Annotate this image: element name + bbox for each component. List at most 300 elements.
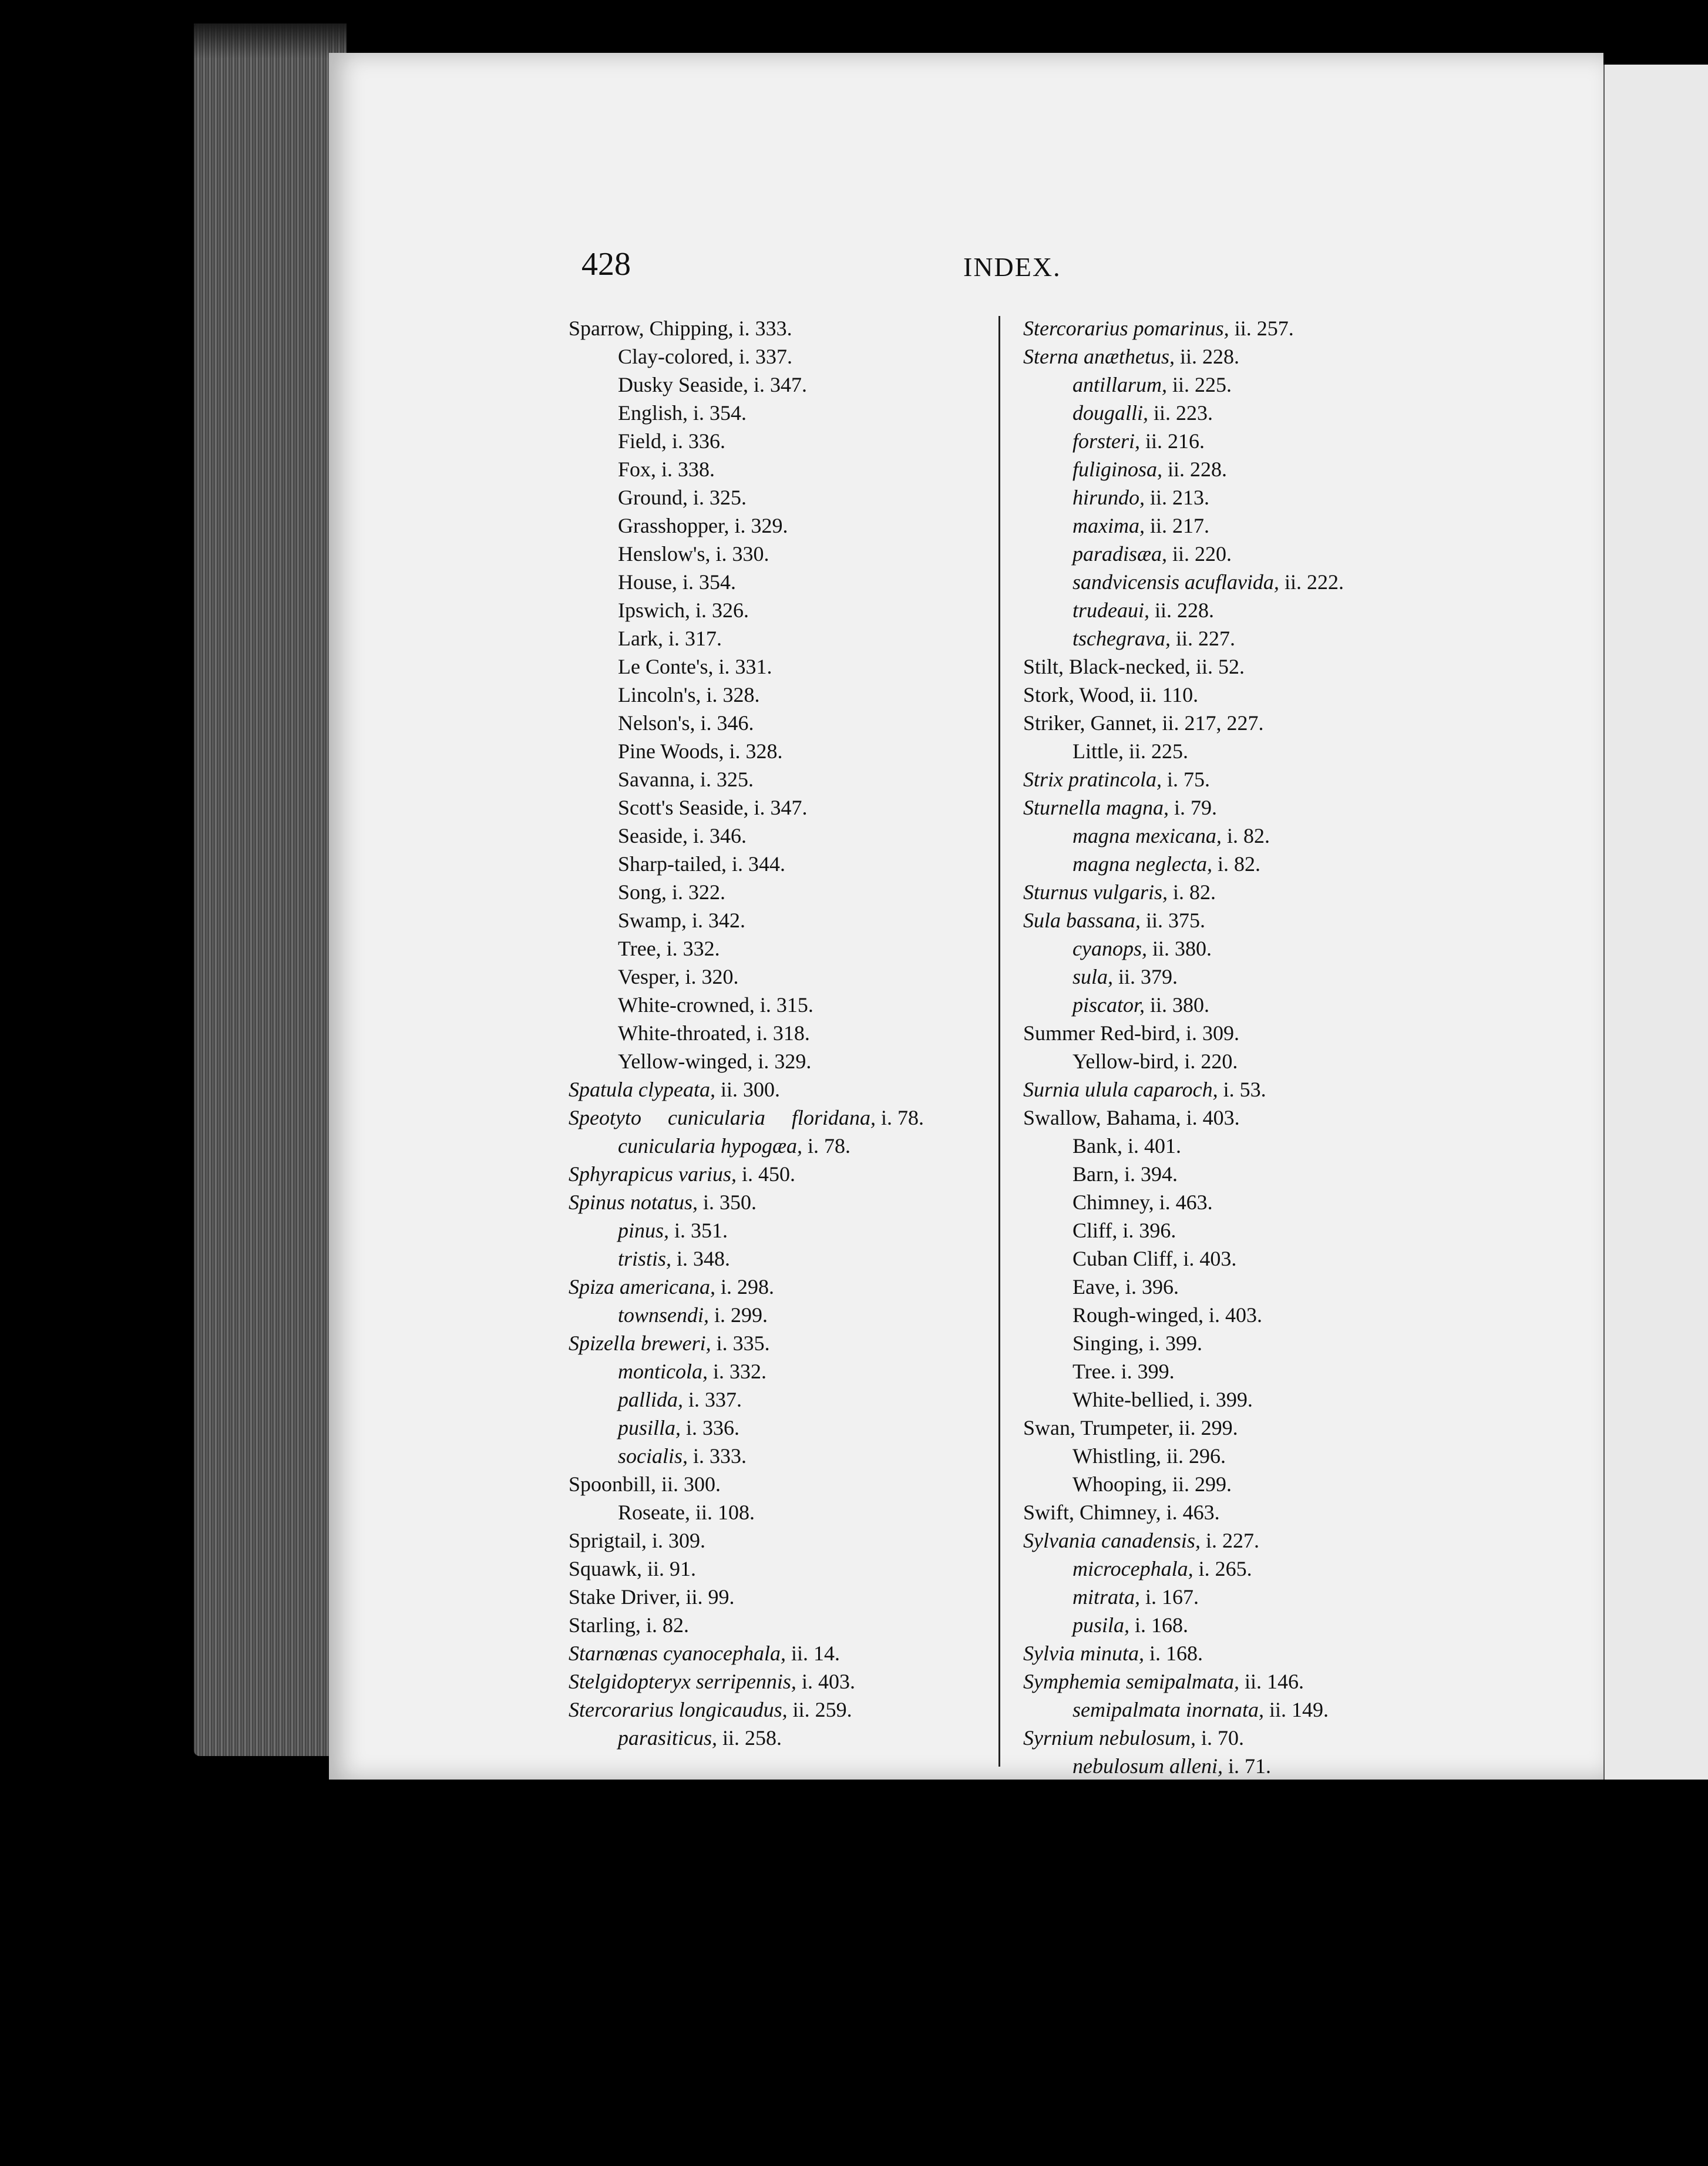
index-entry (569, 1639, 1015, 1667)
index-entry (569, 991, 1015, 1019)
index-term: Yellow-winged, (618, 1050, 753, 1073)
index-page-ref: i. 71. (1228, 1754, 1271, 1778)
index-term: Bank, (1072, 1134, 1122, 1158)
index-page-ref: ii. 108. (695, 1501, 755, 1524)
index-entry (569, 427, 1015, 455)
index-term: House, (618, 570, 677, 594)
index-term: Stilt, Black-necked, (1023, 655, 1191, 678)
index-entry (1023, 568, 1470, 596)
index-entry (569, 1667, 1015, 1696)
index-entry (569, 624, 1015, 653)
index-page-ref: ii. 258. (722, 1726, 782, 1750)
index-page-ref: i. 322. (672, 880, 726, 904)
index-entry (1023, 1696, 1470, 1724)
index-entry (569, 568, 1015, 596)
index-page-ref: i. 332. (712, 1360, 766, 1383)
index-entry (569, 455, 1015, 483)
index-term: Stercorarius pomarinus, (1023, 317, 1229, 340)
index-page-ref: i. 332. (666, 937, 720, 960)
index-term: socialis, (618, 1444, 688, 1468)
index-entry (1023, 1498, 1470, 1526)
index-term: Swallow, Bahama, (1023, 1106, 1181, 1129)
index-page-ref: i. 335. (716, 1331, 770, 1355)
index-term: tschegrava, (1072, 627, 1171, 650)
index-term: paradisæa, (1072, 542, 1168, 566)
index-term: Spatula clypeata, (569, 1078, 715, 1101)
index-term: cunicularia hypogæa, (618, 1134, 802, 1158)
index-page-ref: i. 350. (703, 1190, 757, 1214)
index-term: Sylvania canadensis, (1023, 1529, 1201, 1552)
index-entry (1023, 596, 1470, 624)
index-term: Whooping, (1072, 1472, 1167, 1496)
index-term: Spizella breweri, (569, 1331, 711, 1355)
index-term: antillarum, (1072, 373, 1168, 396)
index-entry (569, 314, 1015, 342)
index-term: Scott's Seaside, (618, 796, 749, 819)
index-entry (1023, 1357, 1470, 1385)
index-entry (569, 878, 1015, 906)
index-term: Starnœnas cyanocephala, (569, 1642, 786, 1665)
index-page-ref: i. 75. (1167, 768, 1211, 791)
index-page-ref: i. 346. (700, 711, 754, 735)
index-term: Sterna anæthetus, (1023, 345, 1175, 368)
index-entry (569, 371, 1015, 399)
index-page-ref: i. 347. (754, 796, 808, 819)
index-entry (569, 1019, 1015, 1047)
index-entry (1023, 1132, 1470, 1160)
index-entry (569, 540, 1015, 568)
index-term: English, (618, 401, 688, 425)
index-entry (1023, 1667, 1470, 1696)
index-page-ref: i. 330. (715, 542, 769, 566)
index-term: fuliginosa, (1072, 458, 1163, 481)
index-term: Stork, Wood, (1023, 683, 1135, 707)
index-page-ref: i. 338. (661, 458, 715, 481)
index-entry (569, 1696, 1015, 1724)
index-term: Whistling, (1072, 1444, 1161, 1468)
index-entry (569, 963, 1015, 991)
index-term: Chimney, (1072, 1190, 1154, 1214)
index-term: Sprigtail, (569, 1529, 647, 1552)
index-term: White-bellied, (1072, 1388, 1194, 1411)
index-term: Roseate, (618, 1501, 690, 1524)
index-page-ref: ii. 228. (1180, 345, 1240, 368)
index-term: Sharp-tailed, (618, 852, 727, 876)
index-term: Henslow's, (618, 542, 711, 566)
index-page-ref: i. 325. (693, 486, 747, 509)
index-entry (1023, 455, 1470, 483)
index-entry (569, 1498, 1015, 1526)
index-page-ref: i. 326. (695, 598, 749, 622)
index-page-ref: i. 396. (1125, 1275, 1179, 1299)
index-entry (569, 653, 1015, 681)
index-entry (569, 709, 1015, 737)
index-page-ref: ii. 222. (1284, 570, 1344, 594)
index-term: Ground, (618, 486, 688, 509)
index-page-ref: ii. 52. (1195, 655, 1245, 678)
index-page-ref: i. 309. (1185, 1021, 1239, 1045)
index-term: Savanna, (618, 768, 695, 791)
index-page-ref: i. 318. (756, 1021, 810, 1045)
index-entry (569, 1301, 1015, 1329)
index-page-ref: i. 325. (700, 768, 754, 791)
index-entry (1023, 1583, 1470, 1611)
index-term: Barn, (1072, 1162, 1119, 1186)
index-entry (569, 399, 1015, 427)
index-page-ref: i. 337. (688, 1388, 742, 1411)
index-page-ref: i. 82. (1217, 852, 1260, 876)
index-term: Field, (618, 429, 667, 453)
index-entry (569, 1075, 1015, 1104)
index-term: sandvicensis acuflavida, (1072, 570, 1279, 594)
index-entry (1023, 1414, 1470, 1442)
index-term: pallida, (618, 1388, 684, 1411)
index-term: Stercorarius longicaudus, (569, 1698, 788, 1721)
index-entry (1023, 483, 1470, 512)
index-page-ref: i. 399. (1121, 1360, 1175, 1383)
index-term: Nelson's, (618, 711, 695, 735)
index-entry (1023, 1216, 1470, 1245)
index-entry (569, 1583, 1015, 1611)
index-term: Eave, (1072, 1275, 1120, 1299)
index-page-ref: i. 329. (758, 1050, 812, 1073)
page-number: 428 (581, 246, 631, 282)
index-page-ref: i. 346. (692, 824, 747, 847)
index-term: Spiza americana, (569, 1275, 715, 1299)
index-page-ref: i. 394. (1124, 1162, 1178, 1186)
index-entry (569, 681, 1015, 709)
index-page-ref: ii. 228. (1168, 458, 1228, 481)
index-page-ref: i. 265. (1198, 1557, 1252, 1580)
index-entry (1023, 1301, 1470, 1329)
index-page-ref: i. 299. (714, 1303, 768, 1327)
index-entry (569, 1611, 1015, 1639)
index-entry (1023, 1526, 1470, 1555)
index-term: Stelgidopteryx serripennis, (569, 1670, 796, 1693)
index-term: Striker, Gannet, (1023, 711, 1157, 735)
index-term: Vesper, (618, 965, 680, 988)
index-term: Fox, (618, 458, 657, 481)
index-page-ref: i. 78. (880, 1106, 924, 1129)
index-entry (569, 850, 1015, 878)
index-page-ref: i. 328. (706, 683, 760, 707)
index-entry (1023, 1188, 1470, 1216)
index-entry (569, 1273, 1015, 1301)
index-page-ref: i. 70. (1201, 1726, 1244, 1750)
index-term: Grasshopper, (618, 514, 729, 537)
index-term: White-throated, (618, 1021, 751, 1045)
index-entry (1023, 314, 1470, 342)
index-term: forsteri, (1072, 429, 1141, 453)
book-edge-shadow (194, 23, 347, 59)
index-entry (1023, 1639, 1470, 1667)
index-term: monticola, (618, 1360, 708, 1383)
index-page-ref: ii. 99. (685, 1585, 735, 1609)
index-entry (569, 1329, 1015, 1357)
index-page-ref: i. 354. (682, 570, 737, 594)
index-page-ref: i. 227. (1205, 1529, 1259, 1552)
index-entry (1023, 1470, 1470, 1498)
index-page-ref: i. 337. (738, 345, 792, 368)
index-entry (569, 1526, 1015, 1555)
index-page-ref: ii. 220. (1172, 542, 1232, 566)
index-term: Starling, (569, 1613, 641, 1637)
index-entry (1023, 1019, 1470, 1047)
index-term: semipalmata inornata, (1072, 1698, 1265, 1721)
index-term: Seaside, (618, 824, 688, 847)
index-term: Swift, Chimney, (1023, 1501, 1161, 1524)
index-page-ref: i. 315. (759, 993, 813, 1017)
index-page-ref: i. 399. (1199, 1388, 1253, 1411)
index-term: Pine Woods, (618, 739, 724, 763)
index-entry (1023, 342, 1470, 371)
index-entry (1023, 1047, 1470, 1075)
index-term: Strix pratincola, (1023, 768, 1162, 791)
index-term: Singing, (1072, 1331, 1144, 1355)
index-entry (569, 906, 1015, 934)
index-page-ref: ii. 225. (1128, 739, 1188, 763)
index-entry (1023, 1104, 1470, 1132)
index-page-ref: i. 320. (685, 965, 739, 988)
index-column-right (1023, 314, 1470, 1780)
index-term: parasiticus, (618, 1726, 718, 1750)
index-entry (569, 1724, 1015, 1752)
index-term: Cliff, (1072, 1219, 1118, 1242)
index-page-ref: i. 344. (731, 852, 785, 876)
index-term: Cuban Cliff, (1072, 1247, 1178, 1270)
index-page-ref: ii. 380. (1152, 937, 1212, 960)
index-term: pusila, (1072, 1613, 1130, 1637)
index-entry (1023, 793, 1470, 822)
index-term: Syrnium nebulosum, (1023, 1726, 1196, 1750)
index-page-ref: ii. 223. (1154, 401, 1213, 425)
index-term: Yellow-bird, (1072, 1050, 1179, 1073)
index-entry (1023, 427, 1470, 455)
index-term: Symphemia semipalmata, (1023, 1670, 1239, 1693)
index-term: magna mexicana, (1072, 824, 1222, 847)
index-page-ref: ii. 146. (1244, 1670, 1304, 1693)
index-entry (569, 1188, 1015, 1216)
index-term: nebulosum alleni, (1072, 1754, 1223, 1778)
index-term: Sphyrapicus varius, (569, 1162, 737, 1186)
index-page-ref: i. 354. (693, 401, 747, 425)
facing-page-edge (1598, 65, 1708, 1780)
index-term: White-crowned, (618, 993, 755, 1017)
index-entry (569, 737, 1015, 765)
index-term: Swan, Trumpeter, (1023, 1416, 1174, 1439)
index-entry (569, 1442, 1015, 1470)
index-page-ref: i. 82. (646, 1613, 690, 1637)
index-term: townsendi, (618, 1303, 710, 1327)
index-term: Surnia ulula caparoch, (1023, 1078, 1218, 1101)
index-page-ref: i. 53. (1223, 1078, 1266, 1101)
index-page-ref: i. 396. (1122, 1219, 1176, 1242)
index-page-ref: ii. 216. (1145, 429, 1205, 453)
index-page-ref: ii. 91. (647, 1557, 697, 1580)
index-page-ref: i. 309. (652, 1529, 706, 1552)
index-entry (1023, 1385, 1470, 1414)
index-term: magna neglecta, (1072, 852, 1212, 876)
index-term: Lincoln's, (618, 683, 701, 707)
index-page-ref: i. 328. (729, 739, 783, 763)
index-page-ref: i. 463. (1159, 1190, 1213, 1214)
index-entry (1023, 624, 1470, 653)
index-entry (569, 934, 1015, 963)
index-entry (1023, 512, 1470, 540)
index-term: hirundo, (1072, 486, 1145, 509)
index-page-ref: i. 167. (1145, 1585, 1199, 1609)
index-page-ref: i. 82. (1173, 880, 1216, 904)
index-term: Sula bassana, (1023, 909, 1141, 932)
index-entry (569, 793, 1015, 822)
index-page-ref: i. 401. (1128, 1134, 1182, 1158)
index-page-ref: ii. 300. (720, 1078, 780, 1101)
index-page-ref: ii. 259. (792, 1698, 852, 1721)
index-page-ref: i. 82. (1226, 824, 1270, 847)
index-page-ref: ii. 296. (1166, 1444, 1226, 1468)
index-term: Speotyto cunicularia floridana, (569, 1106, 876, 1129)
index-page-ref: ii. 14. (791, 1642, 840, 1665)
index-entry (569, 1216, 1015, 1245)
index-entry (1023, 709, 1470, 737)
index-term: maxima, (1072, 514, 1145, 537)
index-entry (1023, 737, 1470, 765)
index-entry (1023, 1245, 1470, 1273)
index-page-ref: i. 342. (692, 909, 746, 932)
index-page-ref: ii. 299. (1178, 1416, 1238, 1439)
index-term: Swamp, (618, 909, 687, 932)
index-entry (1023, 1160, 1470, 1188)
index-term: Summer Red-bird, (1023, 1021, 1181, 1045)
index-term: Little, (1072, 739, 1124, 763)
index-page-ref: ii. 228. (1155, 598, 1215, 622)
index-page-ref: i. 347. (753, 373, 807, 396)
index-entry (569, 1555, 1015, 1583)
index-term: Sylvia minuta, (1023, 1642, 1144, 1665)
index-entry (569, 1385, 1015, 1414)
index-entry (569, 1470, 1015, 1498)
index-term: piscator, (1072, 993, 1145, 1017)
index-page-ref: i. 220. (1184, 1050, 1238, 1073)
index-entry (1023, 681, 1470, 709)
index-term: Sparrow, Chipping, (569, 317, 734, 340)
index-entry (569, 765, 1015, 793)
index-page-ref: ii. 217, 227. (1162, 711, 1264, 735)
index-term: Tree, (618, 937, 661, 960)
index-page-ref: i. 399. (1149, 1331, 1203, 1355)
index-page-ref: i. 403. (1183, 1247, 1237, 1270)
index-entry (569, 512, 1015, 540)
index-entry (569, 483, 1015, 512)
index-entry (1023, 399, 1470, 427)
index-page-ref: i. 168. (1149, 1642, 1203, 1665)
index-term: pusilla, (618, 1416, 681, 1439)
index-entry (1023, 540, 1470, 568)
index-page-ref: ii. 375. (1146, 909, 1206, 932)
index-entry (1023, 1555, 1470, 1583)
index-entry (1023, 963, 1470, 991)
index-page-ref: i. 331. (718, 655, 772, 678)
index-entry (569, 822, 1015, 850)
index-entry (569, 1414, 1015, 1442)
book-page-edges (194, 23, 347, 1756)
index-term: Le Conte's, (618, 655, 714, 678)
index-entry (1023, 906, 1470, 934)
index-entry (1023, 991, 1470, 1019)
index-page-ref: i. 168. (1135, 1613, 1189, 1637)
index-entry (1023, 1273, 1470, 1301)
index-term: Song, (618, 880, 667, 904)
index-entry (569, 1357, 1015, 1385)
index-page-ref: i. 333. (738, 317, 792, 340)
index-term: Sturnus vulgaris, (1023, 880, 1168, 904)
index-page-ref: i. 79. (1174, 796, 1218, 819)
index-page-ref: i. 336. (672, 429, 726, 453)
index-term: trudeaui, (1072, 598, 1149, 622)
index-term: Dusky Seaside, (618, 373, 748, 396)
running-head: INDEX. (963, 252, 1061, 282)
index-page-ref: i. 463. (1166, 1501, 1220, 1524)
index-column-left (569, 314, 1015, 1752)
index-entry (1023, 878, 1470, 906)
index-page-ref: i. 333. (693, 1444, 747, 1468)
index-page-ref: ii. 299. (1172, 1472, 1232, 1496)
index-page-ref: ii. 225. (1172, 373, 1232, 396)
index-term: sula, (1072, 965, 1114, 988)
index-entry (569, 1160, 1015, 1188)
index-term: dougalli, (1072, 401, 1149, 425)
index-term: microcephala, (1072, 1557, 1193, 1580)
index-term: cyanops, (1072, 937, 1147, 960)
index-term: Clay-colored, (618, 345, 734, 368)
index-term: Sturnella magna, (1023, 796, 1169, 819)
index-page-ref: i. 403. (801, 1670, 855, 1693)
index-page-ref: ii. 300. (661, 1472, 721, 1496)
index-page-ref: i. 78. (807, 1134, 850, 1158)
index-page-ref: i. 348. (677, 1247, 731, 1270)
index-page-ref: ii. 110. (1139, 683, 1199, 707)
index-entry (569, 342, 1015, 371)
index-entry (1023, 653, 1470, 681)
index-page-ref: i. 403. (1186, 1106, 1240, 1129)
index-entry (569, 1132, 1015, 1160)
index-entry (1023, 850, 1470, 878)
index-page-ref: ii. 380. (1150, 993, 1210, 1017)
index-term: Spinus notatus, (569, 1190, 698, 1214)
index-entry (1023, 822, 1470, 850)
index-entry (569, 1047, 1015, 1075)
index-entry (1023, 371, 1470, 399)
index-term: Squawk, (569, 1557, 642, 1580)
index-entry (1023, 1752, 1470, 1780)
index-page-ref: i. 329. (734, 514, 788, 537)
index-term: Ipswich, (618, 598, 690, 622)
index-page-ref: ii. 227. (1175, 627, 1235, 650)
index-term: pinus, (618, 1219, 670, 1242)
index-page-ref: i. 450. (741, 1162, 795, 1186)
index-term: Rough-winged, (1072, 1303, 1203, 1327)
index-entry (1023, 1075, 1470, 1104)
index-page-ref: ii. 217. (1149, 514, 1209, 537)
index-page-ref: i. 403. (1208, 1303, 1262, 1327)
index-term: Spoonbill, (569, 1472, 657, 1496)
index-term: Lark, (618, 627, 663, 650)
index-entry (1023, 1442, 1470, 1470)
index-entry (1023, 765, 1470, 793)
index-page-ref: ii. 257. (1234, 317, 1294, 340)
index-page-ref: ii. 149. (1269, 1698, 1329, 1721)
index-page-ref: i. 298. (720, 1275, 774, 1299)
